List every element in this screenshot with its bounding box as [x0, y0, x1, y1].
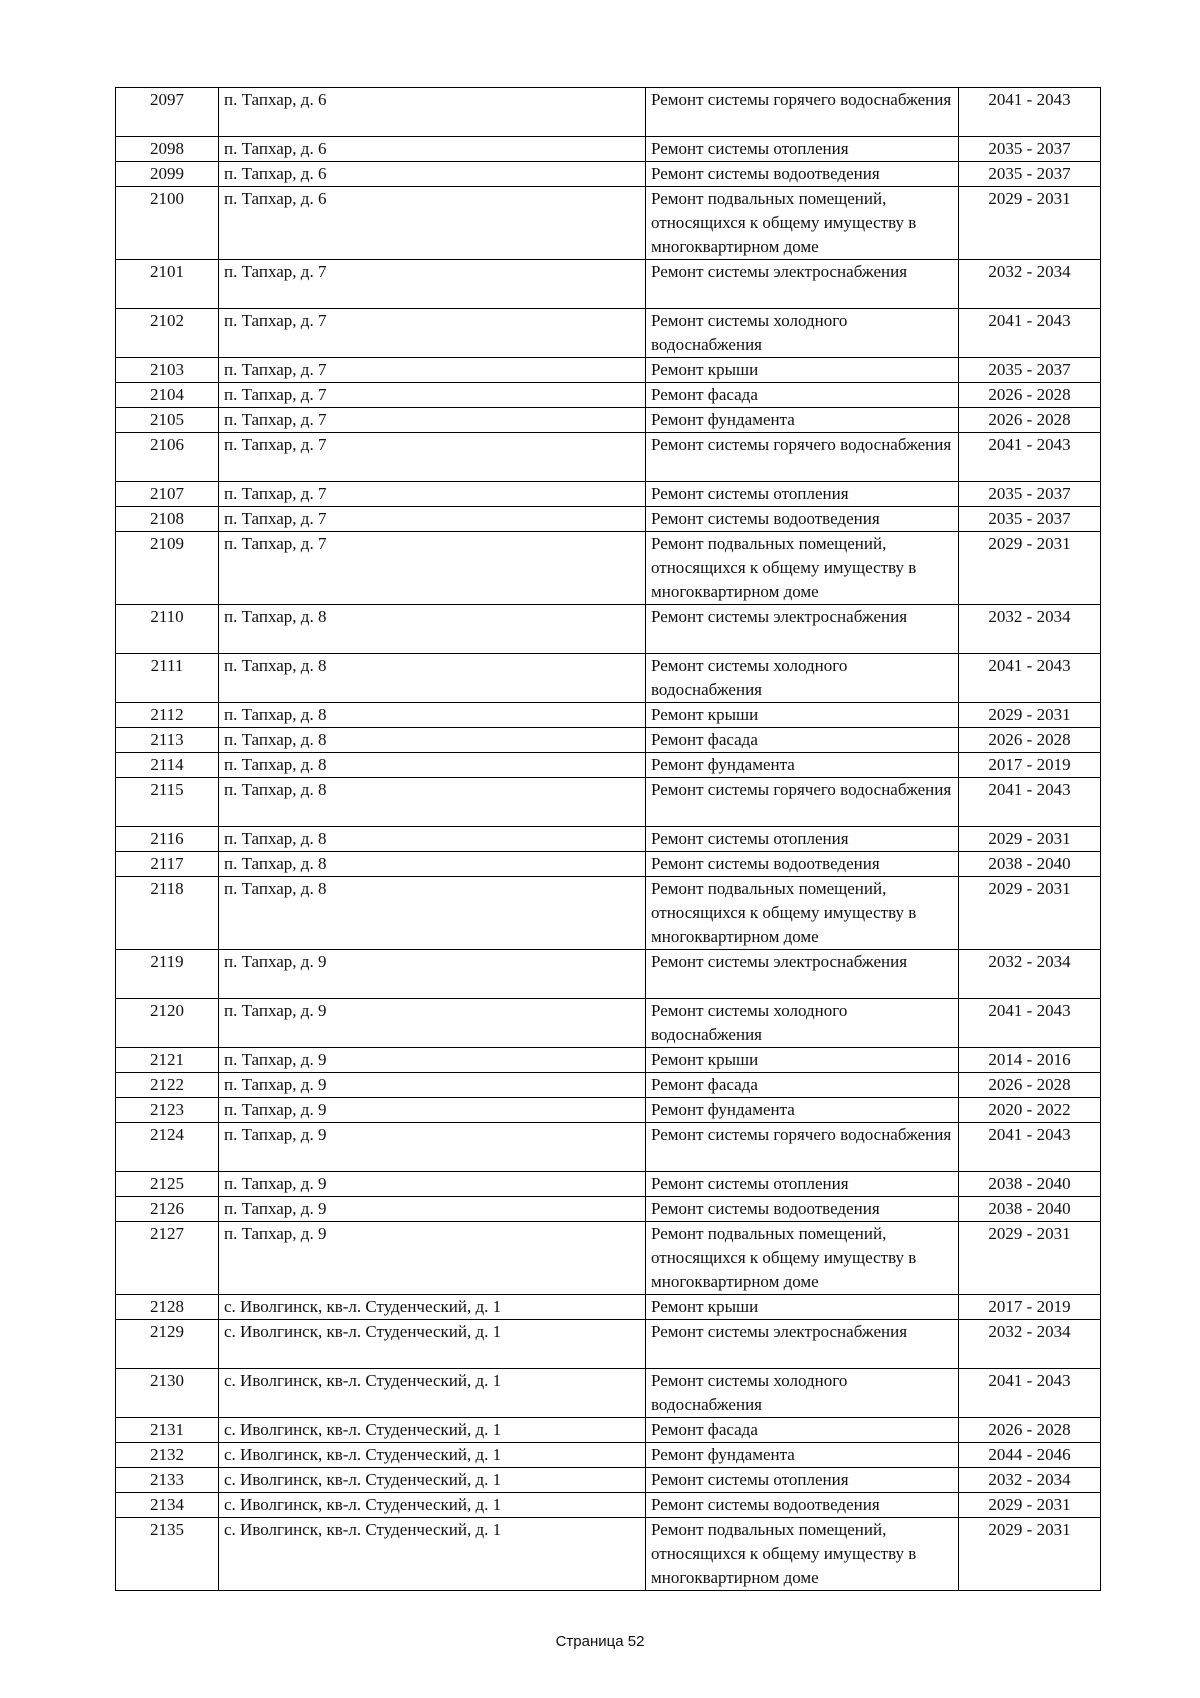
- table-row: [116, 1468, 1101, 1493]
- work-type-cell: Ремонт системы горячего водоснабжения: [646, 778, 959, 827]
- table-row: [116, 753, 1101, 778]
- work-type-cell: Ремонт системы отопления: [646, 137, 959, 162]
- row-number-cell: 2126: [116, 1197, 219, 1222]
- address-cell: с. Иволгинск, кв-л. Студенческий, д. 1: [219, 1518, 646, 1591]
- table-row: [116, 778, 1101, 827]
- work-type-cell: Ремонт системы водоотведения: [646, 1493, 959, 1518]
- address-cell: п. Тапхар, д. 6: [219, 88, 646, 137]
- address-cell: п. Тапхар, д. 8: [219, 852, 646, 877]
- row-number-cell: 2108: [116, 507, 219, 532]
- work-type-cell: Ремонт подвальных помещений, относящихся к общему имуществу в многоквартирном доме: [646, 1518, 959, 1591]
- period-cell: 2029 - 2031: [959, 532, 1101, 605]
- period-cell: 2041 - 2043: [959, 1369, 1101, 1418]
- work-type-cell: Ремонт фундамента: [646, 1098, 959, 1123]
- row-number-cell: 2133: [116, 1468, 219, 1493]
- row-number-cell: 2099: [116, 162, 219, 187]
- period-cell: 2026 - 2028: [959, 408, 1101, 433]
- work-type-cell: Ремонт фасада: [646, 1418, 959, 1443]
- table-row: [116, 654, 1101, 703]
- table-row: [116, 1098, 1101, 1123]
- row-number-cell: 2119: [116, 950, 219, 999]
- table-row: [116, 1369, 1101, 1418]
- table-row: [116, 1123, 1101, 1172]
- table-row: [116, 1073, 1101, 1098]
- row-number-cell: 2132: [116, 1443, 219, 1468]
- row-number-cell: 2100: [116, 187, 219, 260]
- period-cell: 2017 - 2019: [959, 1295, 1101, 1320]
- work-type-cell: Ремонт системы электроснабжения: [646, 605, 959, 654]
- work-type-cell: Ремонт системы отопления: [646, 1172, 959, 1197]
- period-cell: 2038 - 2040: [959, 852, 1101, 877]
- address-cell: п. Тапхар, д. 8: [219, 654, 646, 703]
- period-cell: 2041 - 2043: [959, 999, 1101, 1048]
- period-cell: 2035 - 2037: [959, 162, 1101, 187]
- row-number-cell: 2110: [116, 605, 219, 654]
- period-cell: 2029 - 2031: [959, 1518, 1101, 1591]
- table-row: [116, 827, 1101, 852]
- table-row: [116, 1222, 1101, 1295]
- address-cell: п. Тапхар, д. 7: [219, 309, 646, 358]
- work-type-cell: Ремонт системы электроснабжения: [646, 950, 959, 999]
- period-cell: 2029 - 2031: [959, 187, 1101, 260]
- row-number-cell: 2116: [116, 827, 219, 852]
- row-number-cell: 2112: [116, 703, 219, 728]
- row-number-cell: 2129: [116, 1320, 219, 1369]
- work-type-cell: Ремонт системы холодного водоснабжения: [646, 309, 959, 358]
- table-row: [116, 162, 1101, 187]
- period-cell: 2032 - 2034: [959, 1320, 1101, 1369]
- row-number-cell: 2127: [116, 1222, 219, 1295]
- period-cell: 2041 - 2043: [959, 1123, 1101, 1172]
- period-cell: 2038 - 2040: [959, 1172, 1101, 1197]
- address-cell: с. Иволгинск, кв-л. Студенческий, д. 1: [219, 1295, 646, 1320]
- work-type-cell: Ремонт системы холодного водоснабжения: [646, 999, 959, 1048]
- work-type-cell: Ремонт подвальных помещений, относящихся к общему имуществу в многоквартирном доме: [646, 187, 959, 260]
- address-cell: п. Тапхар, д. 9: [219, 1073, 646, 1098]
- table-row: [116, 187, 1101, 260]
- row-number-cell: 2135: [116, 1518, 219, 1591]
- row-number-cell: 2106: [116, 433, 219, 482]
- period-cell: 2035 - 2037: [959, 507, 1101, 532]
- table-row: [116, 532, 1101, 605]
- period-cell: 2044 - 2046: [959, 1443, 1101, 1468]
- table-row: [116, 1443, 1101, 1468]
- work-type-cell: Ремонт крыши: [646, 358, 959, 383]
- row-number-cell: 2115: [116, 778, 219, 827]
- period-cell: 2035 - 2037: [959, 482, 1101, 507]
- address-cell: п. Тапхар, д. 8: [219, 605, 646, 654]
- work-type-cell: Ремонт системы отопления: [646, 482, 959, 507]
- address-cell: п. Тапхар, д. 8: [219, 753, 646, 778]
- row-number-cell: 2113: [116, 728, 219, 753]
- works-table: [115, 87, 1101, 1591]
- table-row: [116, 383, 1101, 408]
- table-row: [116, 703, 1101, 728]
- address-cell: п. Тапхар, д. 7: [219, 408, 646, 433]
- period-cell: 2029 - 2031: [959, 1493, 1101, 1518]
- table-row: [116, 1320, 1101, 1369]
- work-type-cell: Ремонт системы горячего водоснабжения: [646, 433, 959, 482]
- address-cell: п. Тапхар, д. 8: [219, 877, 646, 950]
- work-type-cell: Ремонт системы электроснабжения: [646, 1320, 959, 1369]
- period-cell: 2041 - 2043: [959, 654, 1101, 703]
- period-cell: 2032 - 2034: [959, 605, 1101, 654]
- row-number-cell: 2124: [116, 1123, 219, 1172]
- row-number-cell: 2104: [116, 383, 219, 408]
- work-type-cell: Ремонт системы отопления: [646, 1468, 959, 1493]
- work-type-cell: Ремонт системы водоотведения: [646, 507, 959, 532]
- table-row: [116, 1493, 1101, 1518]
- work-type-cell: Ремонт подвальных помещений, относящихся к общему имуществу в многоквартирном доме: [646, 877, 959, 950]
- address-cell: п. Тапхар, д. 6: [219, 187, 646, 260]
- row-number-cell: 2117: [116, 852, 219, 877]
- table-row: [116, 358, 1101, 383]
- row-number-cell: 2103: [116, 358, 219, 383]
- address-cell: п. Тапхар, д. 9: [219, 1222, 646, 1295]
- address-cell: п. Тапхар, д. 7: [219, 433, 646, 482]
- row-number-cell: 2120: [116, 999, 219, 1048]
- row-number-cell: 2123: [116, 1098, 219, 1123]
- period-cell: 2026 - 2028: [959, 1073, 1101, 1098]
- table-row: [116, 999, 1101, 1048]
- work-type-cell: Ремонт крыши: [646, 703, 959, 728]
- period-cell: 2032 - 2034: [959, 950, 1101, 999]
- address-cell: п. Тапхар, д. 9: [219, 1123, 646, 1172]
- table-row: [116, 605, 1101, 654]
- address-cell: п. Тапхар, д. 7: [219, 260, 646, 309]
- address-cell: п. Тапхар, д. 9: [219, 950, 646, 999]
- address-cell: п. Тапхар, д. 8: [219, 827, 646, 852]
- period-cell: 2041 - 2043: [959, 309, 1101, 358]
- table-row: [116, 433, 1101, 482]
- row-number-cell: 2111: [116, 654, 219, 703]
- period-cell: 2035 - 2037: [959, 137, 1101, 162]
- address-cell: п. Тапхар, д. 9: [219, 1197, 646, 1222]
- work-type-cell: Ремонт системы электроснабжения: [646, 260, 959, 309]
- work-type-cell: Ремонт крыши: [646, 1048, 959, 1073]
- row-number-cell: 2114: [116, 753, 219, 778]
- work-type-cell: Ремонт фасада: [646, 1073, 959, 1098]
- work-type-cell: Ремонт фасада: [646, 383, 959, 408]
- address-cell: с. Иволгинск, кв-л. Студенческий, д. 1: [219, 1443, 646, 1468]
- address-cell: п. Тапхар, д. 7: [219, 482, 646, 507]
- row-number-cell: 2109: [116, 532, 219, 605]
- address-cell: с. Иволгинск, кв-л. Студенческий, д. 1: [219, 1418, 646, 1443]
- address-cell: п. Тапхар, д. 9: [219, 1098, 646, 1123]
- period-cell: 2029 - 2031: [959, 1222, 1101, 1295]
- table-row: [116, 260, 1101, 309]
- page-number: Страница 52: [555, 1633, 645, 1650]
- table-row: [116, 1295, 1101, 1320]
- row-number-cell: 2134: [116, 1493, 219, 1518]
- period-cell: 2041 - 2043: [959, 88, 1101, 137]
- period-cell: 2029 - 2031: [959, 827, 1101, 852]
- row-number-cell: 2118: [116, 877, 219, 950]
- address-cell: с. Иволгинск, кв-л. Студенческий, д. 1: [219, 1493, 646, 1518]
- table-row: [116, 309, 1101, 358]
- address-cell: п. Тапхар, д. 7: [219, 507, 646, 532]
- address-cell: п. Тапхар, д. 6: [219, 137, 646, 162]
- address-cell: п. Тапхар, д. 9: [219, 1172, 646, 1197]
- period-cell: 2020 - 2022: [959, 1098, 1101, 1123]
- address-cell: п. Тапхар, д. 8: [219, 778, 646, 827]
- work-type-cell: Ремонт системы водоотведения: [646, 162, 959, 187]
- address-cell: п. Тапхар, д. 8: [219, 728, 646, 753]
- period-cell: 2029 - 2031: [959, 877, 1101, 950]
- table-row: [116, 950, 1101, 999]
- table-row: [116, 88, 1101, 137]
- row-number-cell: 2101: [116, 260, 219, 309]
- row-number-cell: 2131: [116, 1418, 219, 1443]
- row-number-cell: 2130: [116, 1369, 219, 1418]
- period-cell: 2032 - 2034: [959, 260, 1101, 309]
- address-cell: с. Иволгинск, кв-л. Студенческий, д. 1: [219, 1320, 646, 1369]
- work-type-cell: Ремонт фундамента: [646, 408, 959, 433]
- address-cell: с. Иволгинск, кв-л. Студенческий, д. 1: [219, 1369, 646, 1418]
- period-cell: 2041 - 2043: [959, 433, 1101, 482]
- address-cell: п. Тапхар, д. 6: [219, 162, 646, 187]
- row-number-cell: 2098: [116, 137, 219, 162]
- address-cell: п. Тапхар, д. 9: [219, 999, 646, 1048]
- table-row: [116, 852, 1101, 877]
- work-type-cell: Ремонт системы горячего водоснабжения: [646, 88, 959, 137]
- row-number-cell: 2125: [116, 1172, 219, 1197]
- table-row: [116, 1418, 1101, 1443]
- table-row: [116, 1172, 1101, 1197]
- work-type-cell: Ремонт подвальных помещений, относящихся к общему имуществу в многоквартирном доме: [646, 532, 959, 605]
- period-cell: 2017 - 2019: [959, 753, 1101, 778]
- work-type-cell: Ремонт фасада: [646, 728, 959, 753]
- table-row: [116, 1518, 1101, 1591]
- table-row: [116, 877, 1101, 950]
- address-cell: п. Тапхар, д. 8: [219, 703, 646, 728]
- row-number-cell: 2102: [116, 309, 219, 358]
- period-cell: 2035 - 2037: [959, 358, 1101, 383]
- work-type-cell: Ремонт системы холодного водоснабжения: [646, 654, 959, 703]
- work-type-cell: Ремонт фундамента: [646, 1443, 959, 1468]
- address-cell: п. Тапхар, д. 9: [219, 1048, 646, 1073]
- row-number-cell: 2107: [116, 482, 219, 507]
- period-cell: 2038 - 2040: [959, 1197, 1101, 1222]
- address-cell: с. Иволгинск, кв-л. Студенческий, д. 1: [219, 1468, 646, 1493]
- work-type-cell: Ремонт системы холодного водоснабжения: [646, 1369, 959, 1418]
- period-cell: 2029 - 2031: [959, 703, 1101, 728]
- address-cell: п. Тапхар, д. 7: [219, 358, 646, 383]
- row-number-cell: 2097: [116, 88, 219, 137]
- row-number-cell: 2128: [116, 1295, 219, 1320]
- period-cell: 2026 - 2028: [959, 1418, 1101, 1443]
- works-table-body: [116, 88, 1101, 1591]
- period-cell: 2026 - 2028: [959, 728, 1101, 753]
- address-cell: п. Тапхар, д. 7: [219, 532, 646, 605]
- row-number-cell: 2122: [116, 1073, 219, 1098]
- table-row: [116, 728, 1101, 753]
- period-cell: 2032 - 2034: [959, 1468, 1101, 1493]
- table-row: [116, 408, 1101, 433]
- address-cell: п. Тапхар, д. 7: [219, 383, 646, 408]
- table-row: [116, 1197, 1101, 1222]
- table-row: [116, 137, 1101, 162]
- work-type-cell: Ремонт системы отопления: [646, 827, 959, 852]
- work-type-cell: Ремонт подвальных помещений, относящихся к общему имуществу в многоквартирном доме: [646, 1222, 959, 1295]
- period-cell: 2041 - 2043: [959, 778, 1101, 827]
- period-cell: 2026 - 2028: [959, 383, 1101, 408]
- work-type-cell: Ремонт системы водоотведения: [646, 852, 959, 877]
- work-type-cell: Ремонт крыши: [646, 1295, 959, 1320]
- table-row: [116, 507, 1101, 532]
- work-type-cell: Ремонт системы горячего водоснабжения: [646, 1123, 959, 1172]
- table-row: [116, 482, 1101, 507]
- work-type-cell: Ремонт фундамента: [646, 753, 959, 778]
- row-number-cell: 2121: [116, 1048, 219, 1073]
- work-type-cell: Ремонт системы водоотведения: [646, 1197, 959, 1222]
- table-row: [116, 1048, 1101, 1073]
- period-cell: 2014 - 2016: [959, 1048, 1101, 1073]
- row-number-cell: 2105: [116, 408, 219, 433]
